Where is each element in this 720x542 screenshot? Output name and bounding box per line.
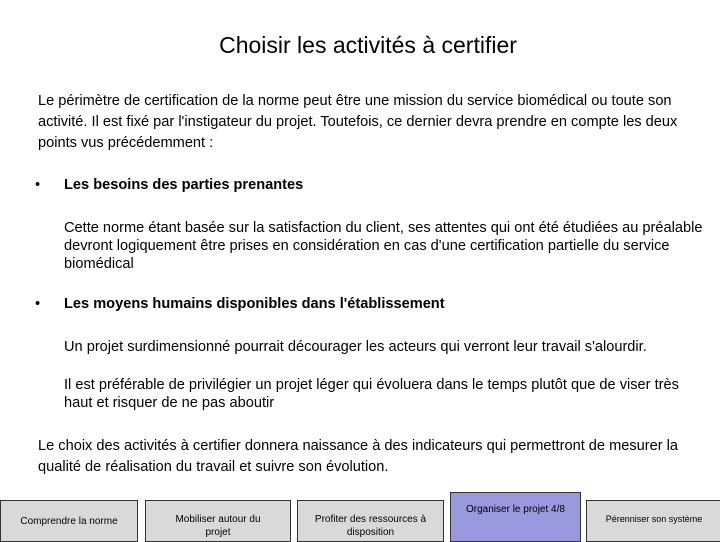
page-title: Choisir les activités à certifier: [219, 32, 517, 58]
nav-organiser[interactable]: Organiser le projet 4/8: [450, 492, 581, 542]
nav-profiter[interactable]: Profiter des ressources à disposition: [297, 500, 444, 542]
bullet-heading: Les besoins des parties prenantes: [64, 177, 304, 193]
bullet-text: Cette norme étant basée sur la satisfaction du client, ses attentes qui ont été étudiées au préalable devront logiquement être prises en considération en cas d'une certification partielle du service biomédical: [64, 220, 703, 272]
nav-perenniser[interactable]: Pérenniser son système: [586, 500, 720, 542]
conclusion-text: Le choix des activités à certifier donnera naissance à des indicateurs qui permettront de mesurer la qualité de réalisation du travail et suivre son évolution.: [38, 438, 679, 475]
intro-text: Le périmètre de certification de la norme peut être une mission du service biomédical ou toute son activité. Il est fixé par l'instigateur du projet. Toutefois, ce dernier devra prendre en compte les deux points vus précédemment :: [38, 93, 678, 151]
nav-mobiliser[interactable]: Mobiliser autour du projet: [145, 500, 291, 542]
nav-comprendre[interactable]: Comprendre la norme: [0, 500, 138, 542]
bullet-heading: Les moyens humains disponibles dans l'établissement: [64, 296, 445, 312]
bullet-marker: •: [35, 177, 41, 193]
bullet-text: Un projet surdimensionné pourrait décourager les acteurs qui verront leur travail s'alourdir.: [64, 339, 647, 355]
bullet-marker: •: [35, 296, 41, 312]
bullet-text-2: Il est préférable de privilégier un projet léger qui évoluera dans le temps plutôt que de viser très haut et risquer de ne pas aboutir: [64, 377, 679, 411]
